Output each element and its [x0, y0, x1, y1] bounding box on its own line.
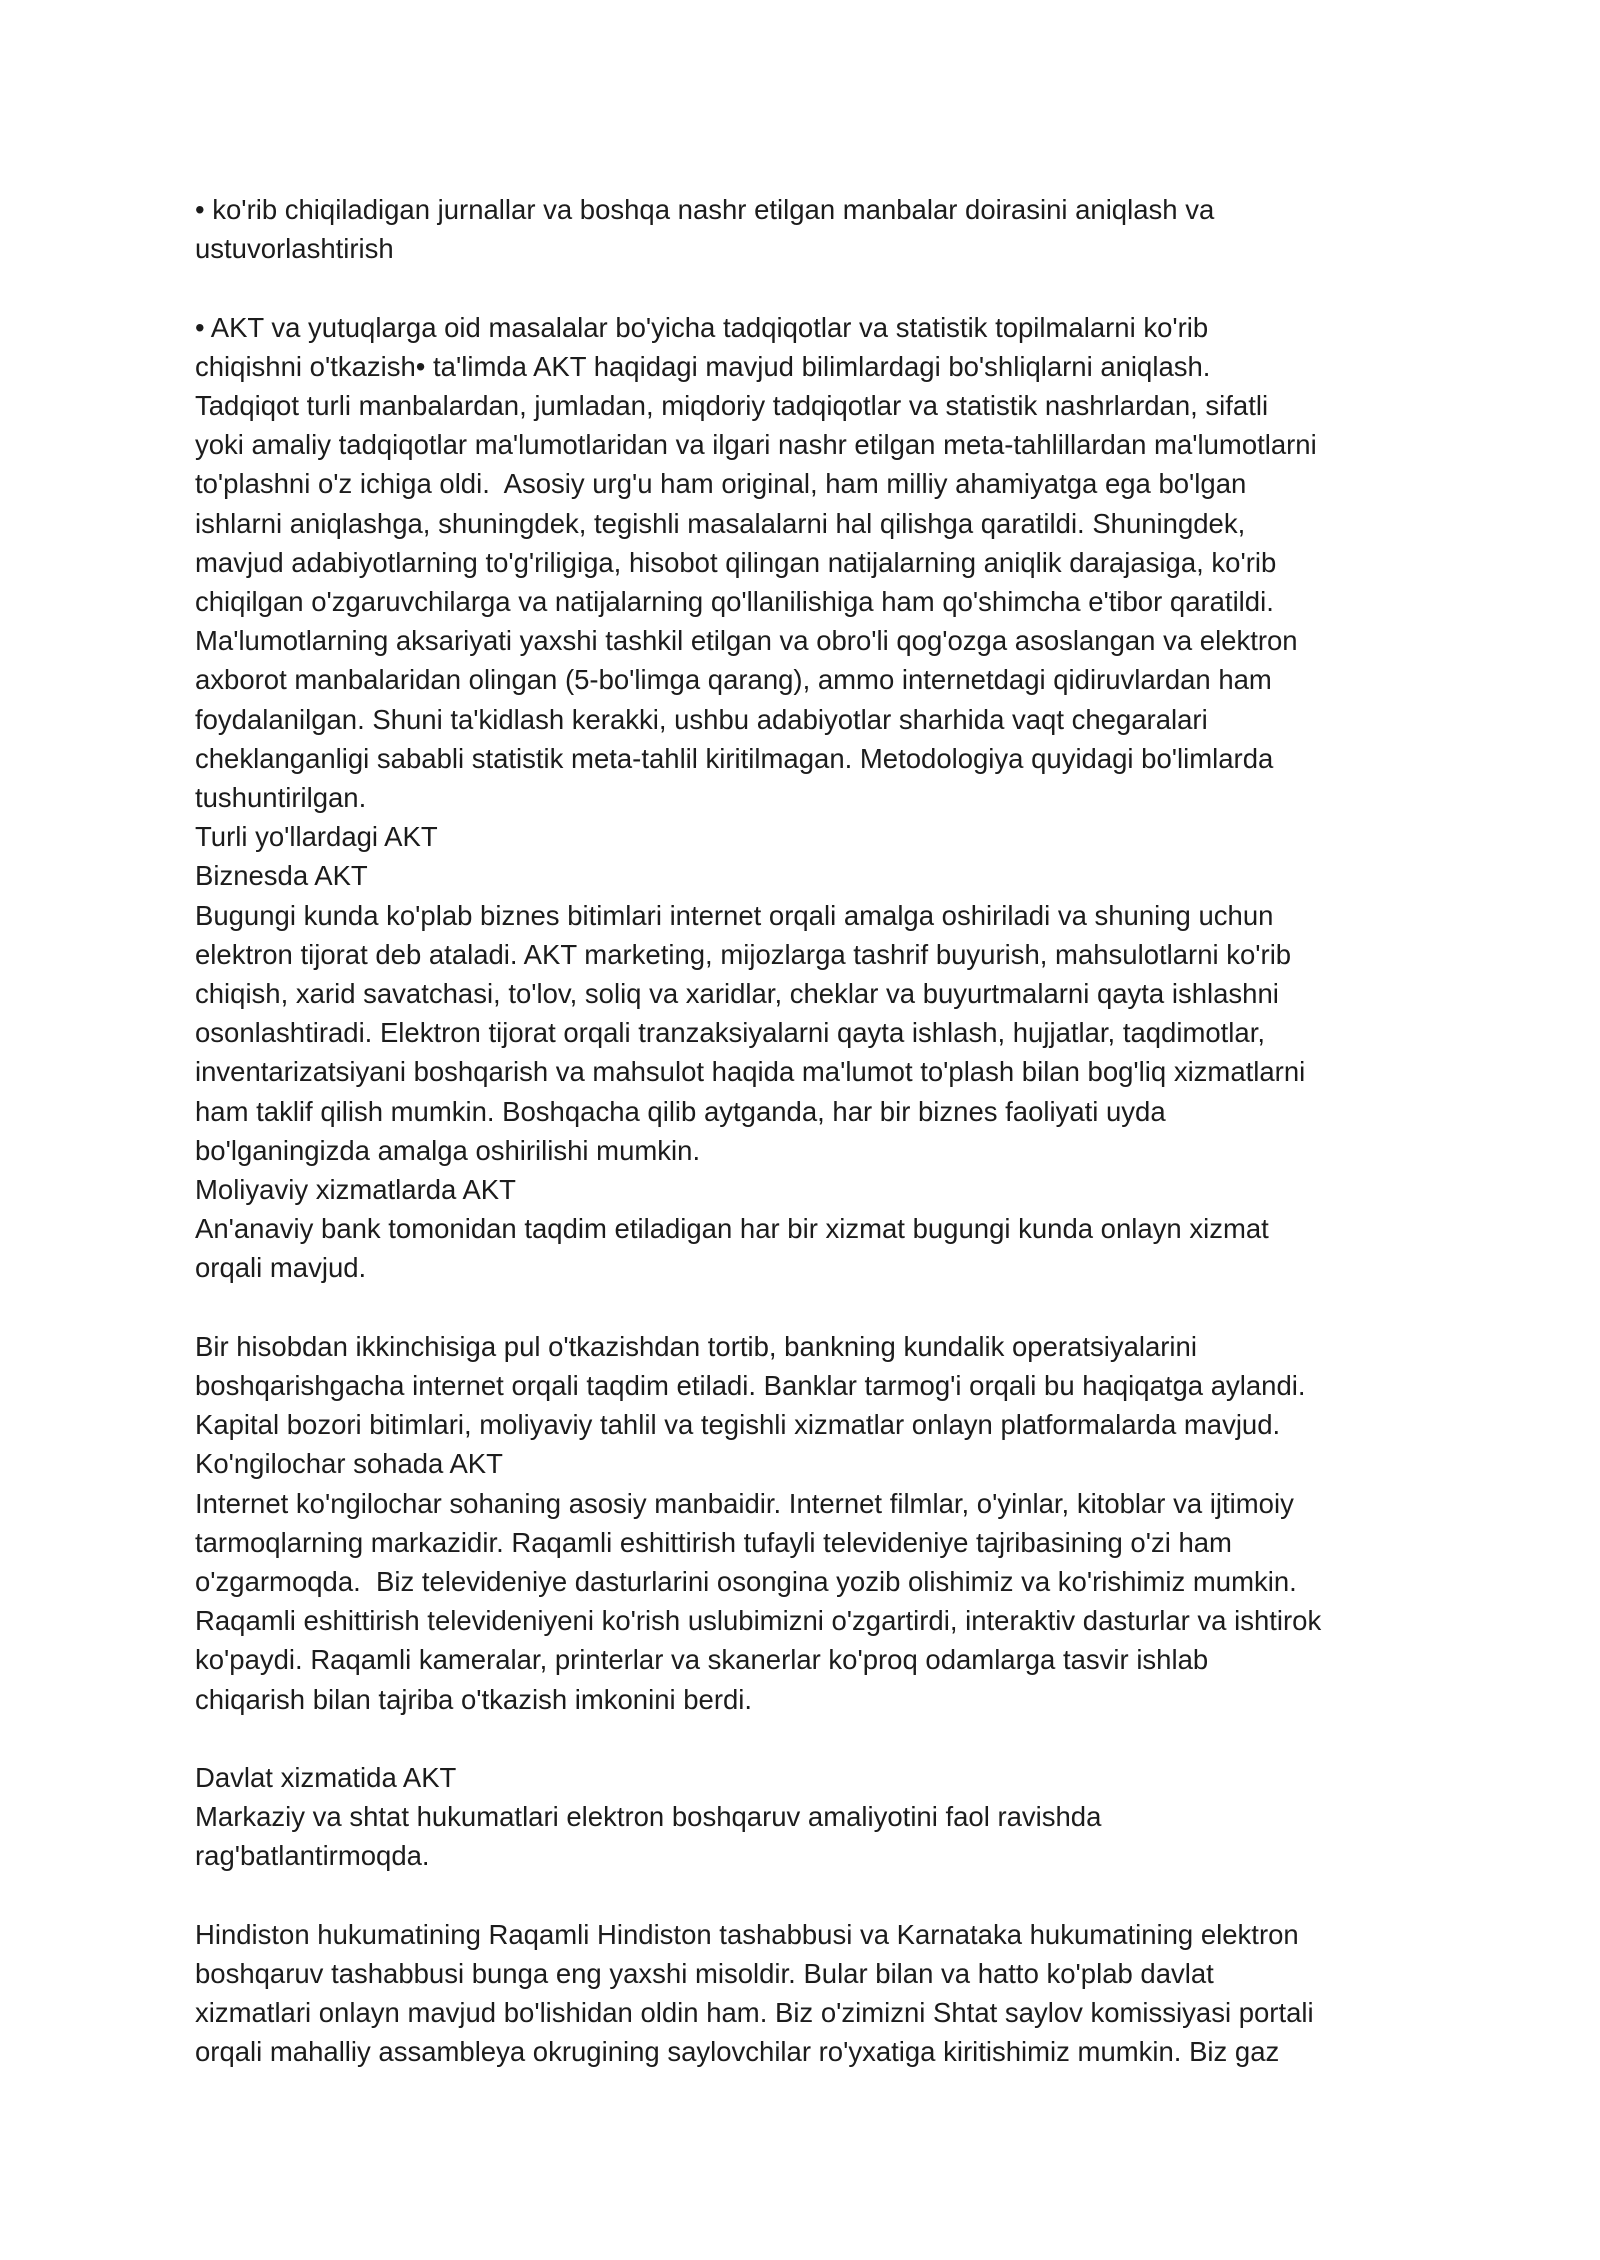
text-line: to'plashni o'z ichiga oldi. Asosiy urg'u ham original, ham milliy ahamiyatga ega bo'lgan [195, 468, 1247, 500]
text-line: o'zgarmoqda. Biz televideniye dasturlarini osongina yozib olishimiz va ko'rishimiz mumkin. [195, 1566, 1297, 1598]
text-line: orqali mavjud. [195, 1252, 367, 1284]
text-line: ustuvorlashtirish [195, 233, 394, 265]
text-line: orqali mahalliy assambleya okrugining saylovchilar ro'yxatiga kiritishimiz mumkin. Biz gaz [195, 2036, 1280, 2068]
text-line: Moliyaviy xizmatlarda AKT [195, 1174, 516, 1206]
text-line: Biznesda AKT [195, 860, 368, 892]
text-line: foydalanilgan. Shuni ta'kidlash kerakki, ushbu adabiyotlar sharhida vaqt chegaralari [195, 703, 1208, 735]
text-line: ko'paydi. Raqamli kameralar, printerlar va skanerlar ko'proq odamlarga tasvir ishlab [195, 1644, 1209, 1676]
text-line: elektron tijorat deb ataladi. AKT marketing, mijozlarga tashrif buyurish, mahsulotlarni ko'rib [195, 938, 1292, 970]
text-line: Kapital bozori bitimlari, moliyaviy tahlil va tegishli xizmatlar onlayn platformalarda mavjud. [195, 1409, 1281, 1441]
text-line: yoki amaliy tadqiqotlar ma'lumotlaridan va ilgari nashr etilgan meta-tahlillardan ma'lumotlarni [195, 429, 1317, 461]
text-line: ishlarni aniqlashga, shuningdek, tegishli masalalarni hal qilishga qaratildi. Shuningdek, [195, 507, 1246, 539]
blank-line [195, 1719, 1410, 1758]
text-line: tarmoqlarning markazidir. Raqamli eshittirish tufayli televideniye tajribasining o'zi ham [195, 1526, 1232, 1558]
text-line: Ma'lumotlarning aksariyati yaxshi tashkil etilgan va obro'li qog'ozga asoslangan va elektron [195, 625, 1298, 657]
blank-line [195, 1288, 1410, 1327]
text-line: An'anaviy bank tomonidan taqdim etiladigan har bir xizmat bugungi kunda onlayn xizmat [195, 1213, 1269, 1245]
text-line: • AKT va yutuqlarga oid masalalar bo'yicha tadqiqotlar va statistik topilmalarni ko'rib [195, 311, 1209, 343]
text-line: cheklanganligi sababli statistik meta-tahlil kiritilmagan. Metodologiya quyidagi bo'limlarda [195, 742, 1274, 774]
text-line: osonlashtiradi. Elektron tijorat orqali tranzaksiyalarni qayta ishlash, hujjatlar, taqdimotlar, [195, 1017, 1265, 1049]
text-line: Tadqiqot turli manbalardan, jumladan, miqdoriy tadqiqotlar va statistik nashrlardan, sifatli [195, 390, 1269, 421]
document-body [195, 190, 1410, 2072]
text-line: Turli yo'llardagi AKT [195, 821, 438, 853]
text-line: • ko'rib chiqiladigan jurnallar va boshqa nashr etilgan manbalar doirasini aniqlash va [195, 194, 1215, 225]
text-line: Hindiston hukumatining Raqamli Hindiston tashabbusi va Karnataka hukumatining elektron [195, 1918, 1299, 1950]
blank-line [195, 1876, 1410, 1915]
text-line: chiqish, xarid savatchasi, to'lov, soliq va xaridlar, cheklar va buyurtmalarni qayta ishlashni [195, 978, 1279, 1010]
text-line: boshqaruv tashabbusi bunga eng yaxshi misoldir. Bular bilan va hatto ko'plab davlat [195, 1958, 1214, 1990]
text-line: Davlat xizmatida AKT [195, 1762, 457, 1794]
text-line: Markaziy va shtat hukumatlari elektron boshqaruv amaliyotini faol ravishda [195, 1801, 1102, 1833]
text-line: Bir hisobdan ikkinchisiga pul o'tkazishdan tortib, bankning kundalik operatsiyalarini [195, 1330, 1197, 1362]
text-line: rag'batlantirmoqda. [195, 1840, 430, 1872]
text-line: chiqilgan o'zgaruvchilarga va natijalarning qo'llanilishiga ham qo'shimcha e'tibor qaratildi. [195, 586, 1274, 618]
text-line: chiqishni o'tkazish• ta'limda AKT haqidagi mavjud bilimlardagi bo'shliqlarni aniqlash. [195, 350, 1211, 382]
text-line: ham taklif qilish mumkin. Boshqacha qilib aytganda, har bir biznes faoliyati uyda [195, 1095, 1166, 1127]
text-line: Internet ko'ngilochar sohaning asosiy manbaidir. Internet filmlar, o'yinlar, kitoblar va ijtimoiy [195, 1487, 1294, 1519]
text-line: tushuntirilgan. [195, 782, 367, 814]
text-line: axborot manbalaridan olingan (5-bo'limga qarang), ammo internetdagi qidiruvlardan ham [195, 664, 1272, 696]
blank-line [195, 268, 1410, 307]
text-line: Raqamli eshittirish televideniyeni ko'rish uslubimizni o'zgartirdi, interaktiv dasturlar va ishtirok [195, 1605, 1322, 1637]
text-line: Bugungi kunda ko'plab biznes bitimlari internet orqali amalga oshiriladi va shuning uchun [195, 899, 1274, 931]
text-line: xizmatlari onlayn mavjud bo'lishidan oldin ham. Biz o'zimizni Shtat saylov komissiyasi portali [195, 1997, 1314, 2029]
text-line: boshqarishgacha internet orqali taqdim etiladi. Banklar tarmog'i orqali bu haqiqatga aylandi. [195, 1370, 1306, 1402]
text-line: chiqarish bilan tajriba o'tkazish imkonini berdi. [195, 1683, 753, 1715]
text-line: Ko'ngilochar sohada AKT [195, 1448, 503, 1480]
text-line: inventarizatsiyani boshqarish va mahsulot haqida ma'lumot to'plash bilan bog'liq xizmatlarni [195, 1056, 1306, 1088]
text-line: bo'lganingizda amalga oshirilishi mumkin. [195, 1134, 701, 1166]
text-line: mavjud adabiyotlarning to'g'riligiga, hisobot qilingan natijalarning aniqlik darajasiga, ko'rib [195, 546, 1277, 578]
